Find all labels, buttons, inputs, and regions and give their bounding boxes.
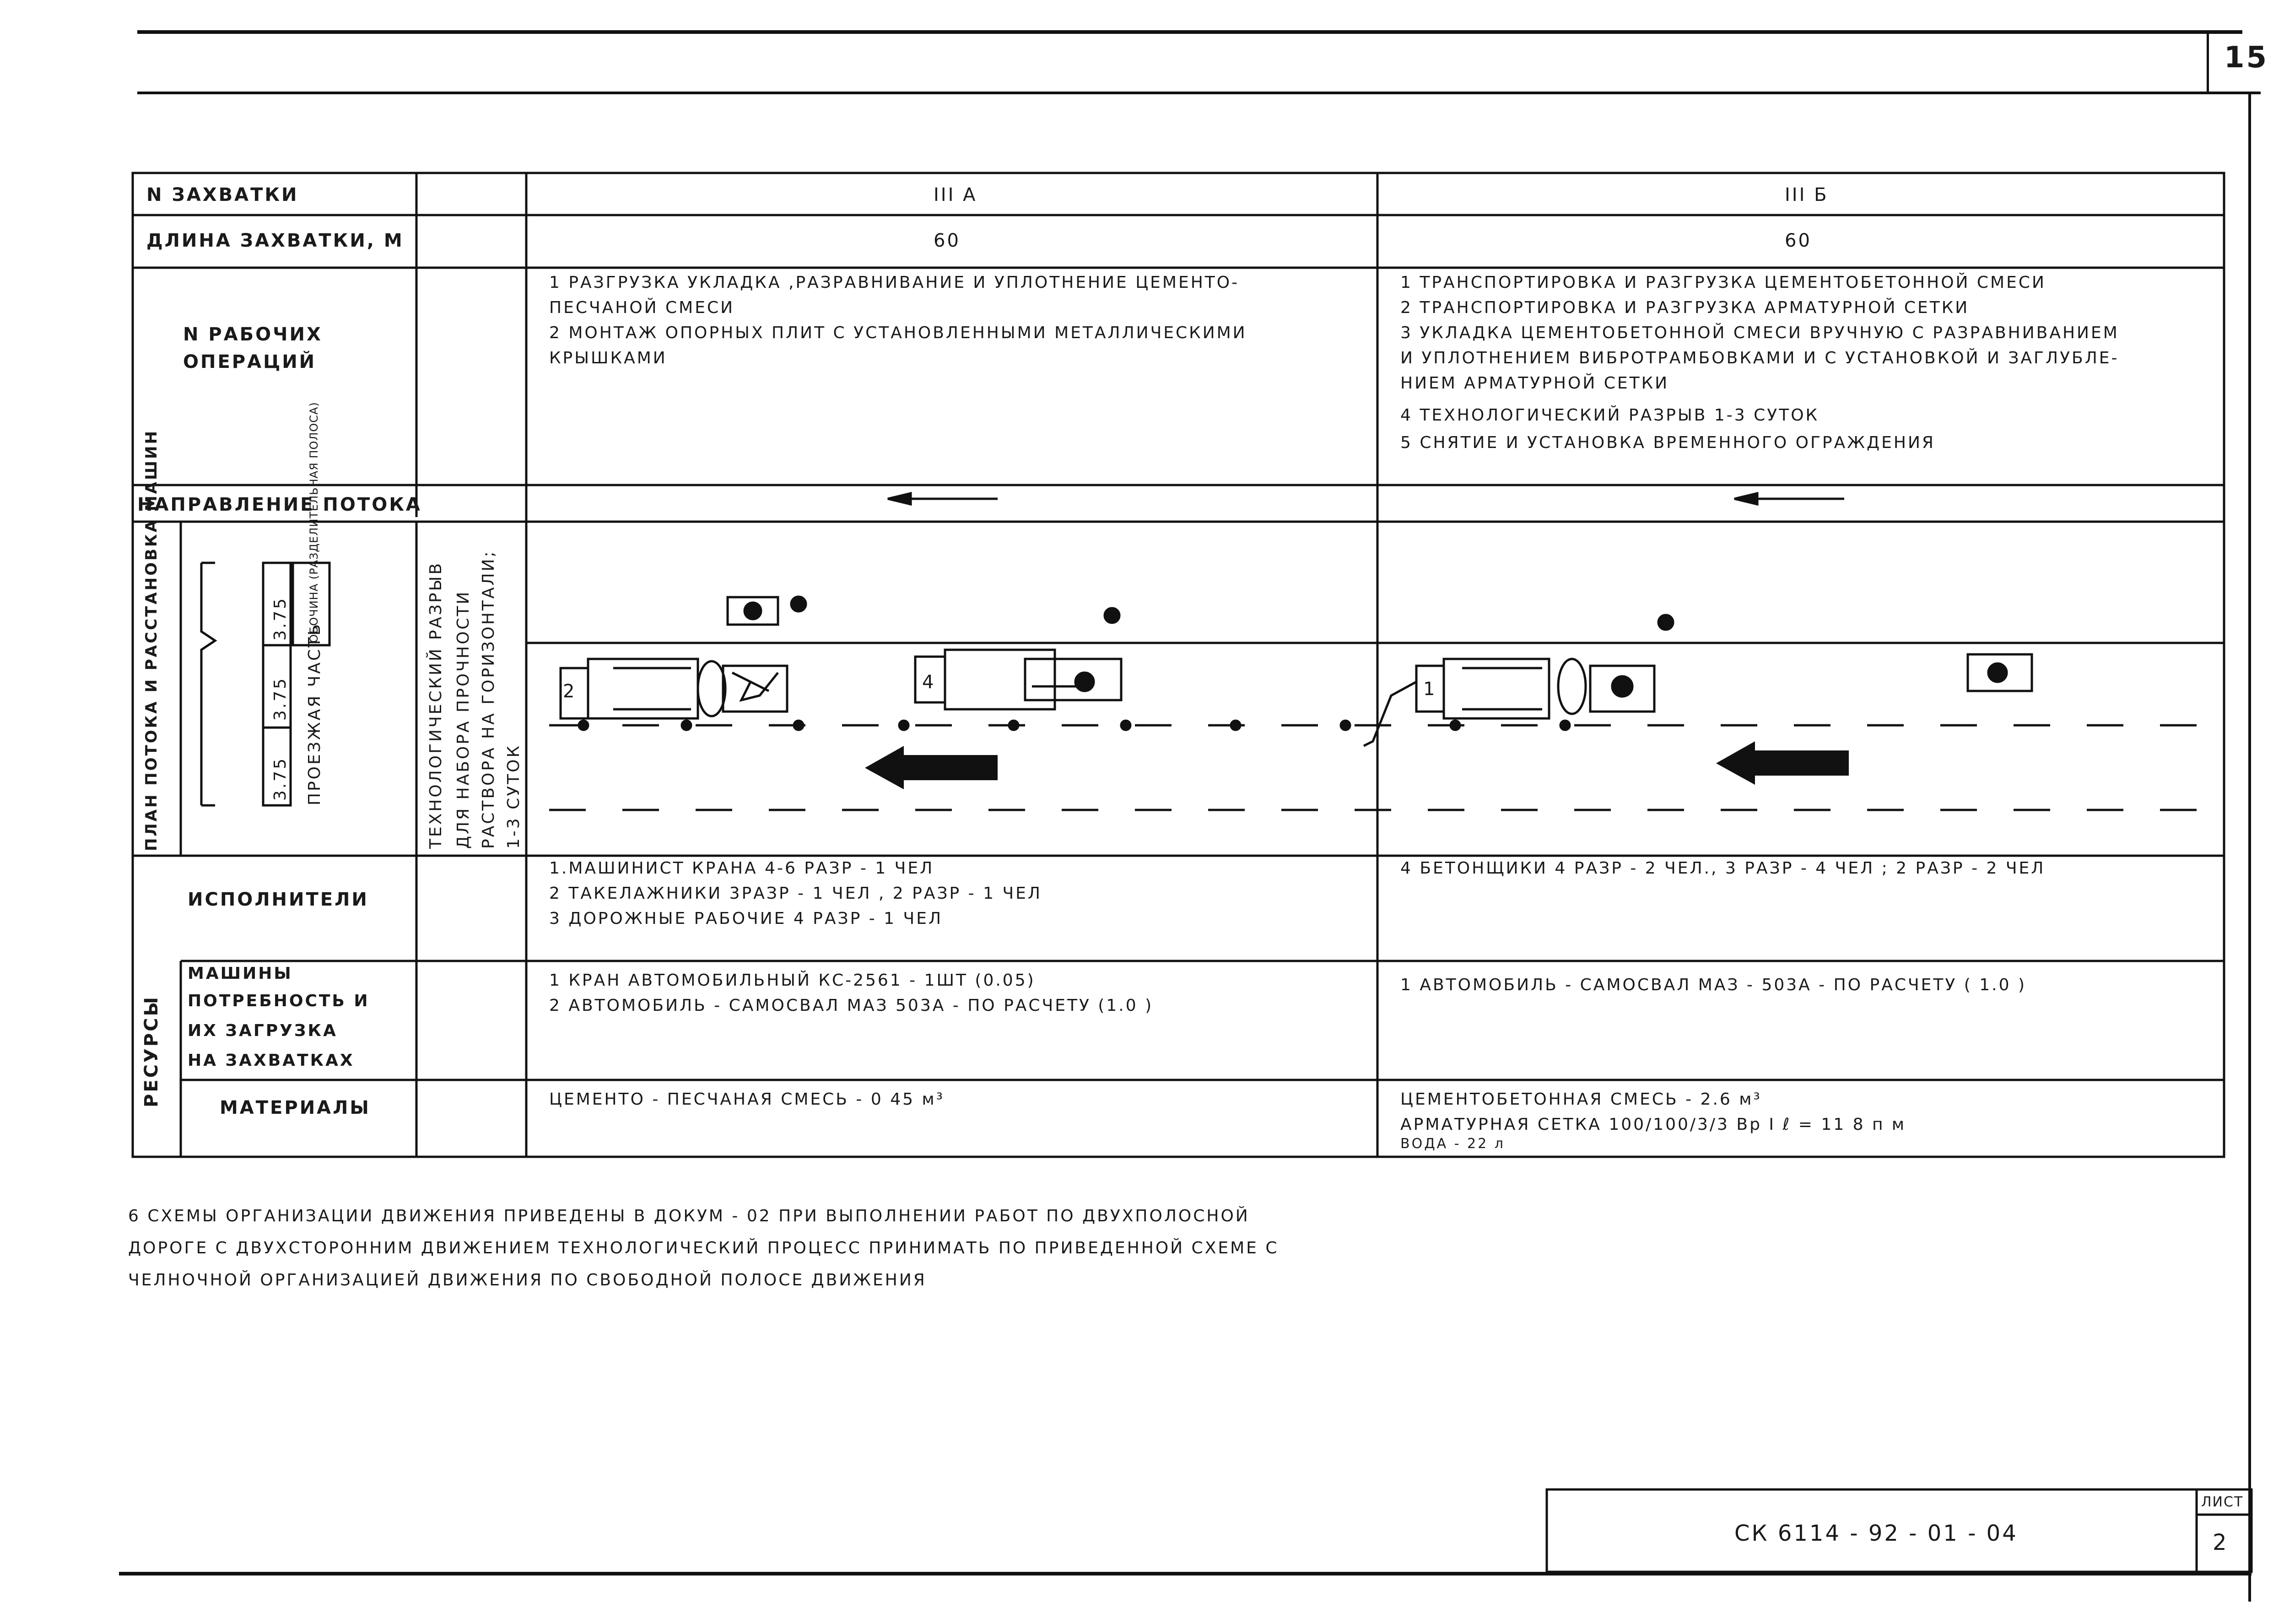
stamp-code: СК 6114 - 92 - 01 - 04: [1734, 1521, 2018, 1546]
machines-label-2: ПОТРЕБНОСТЬ И: [188, 992, 370, 1010]
zahvatka-col2: III Б: [1785, 184, 1829, 205]
road-label: ПРОЕЗЖАЯ ЧАСТЬ: [305, 622, 324, 805]
machine-number-1: 1: [1423, 679, 1437, 700]
length-col1: 60: [934, 230, 961, 251]
row-operations-label-2: ОПЕРАЦИЙ: [183, 351, 317, 372]
operations-col1-line-2: ПЕСЧАНОЙ СМЕСИ: [549, 298, 735, 317]
length-col2: 60: [1785, 230, 1812, 251]
dim-2: 3.75: [271, 676, 290, 721]
machines-label-1: МАШИНЫ: [188, 964, 293, 983]
machine-number-2: 2: [563, 681, 577, 702]
row-flow-label: НАПРАВЛЕНИЕ ПОТОКА: [137, 494, 422, 515]
operations-col1-line-1: 1 РАЗГРУЗКА УКЛАДКА ,РАЗРАВНИВАНИЕ И УПЛОТНЕНИЕ ЦЕМЕНТО-: [549, 273, 1240, 292]
operations-col2-line-7: 5 СНЯТИЕ И УСТАНОВКА ВРЕМЕННОГО ОГРАЖДЕНИЯ: [1400, 433, 1935, 452]
zahvatka-col1: III А: [934, 184, 977, 205]
materials-col1: ЦЕМЕНТО - ПЕСЧАНАЯ СМЕСЬ - 0 45 м³: [549, 1090, 945, 1109]
materials-col2-line-2: АРМАТУРНАЯ СЕТКА 100/100/3/3 Вр I ℓ = 11 8 п м: [1400, 1115, 1906, 1134]
tech-break-line-3: РАСТВОРА НА ГОРИЗОНТАЛИ;: [479, 550, 498, 849]
performers-col1-line-2: 2 ТАКЕЛАЖНИКИ 3РАЗР - 1 ЧЕЛ , 2 РАЗР - 1 ЧЕЛ: [549, 884, 1042, 903]
note-line-1: 6 СХЕМЫ ОРГАНИЗАЦИИ ДВИЖЕНИЯ ПРИВЕДЕНЫ В ДОКУМ - 02 ПРИ ВЫПОЛНЕНИИ РАБОТ ПО ДВУХПОЛОСНОЙ: [128, 1207, 1250, 1225]
materials-col2-line-1: ЦЕМЕНТОБЕТОННАЯ СМЕСЬ - 2.6 м³: [1400, 1090, 1762, 1109]
machines-col1-line-1: 1 КРАН АВТОМОБИЛЬНЫЙ КС-2561 - 1ШТ (0.05): [549, 971, 1036, 990]
performers-col2: 4 БЕТОНЩИКИ 4 РАЗР - 2 ЧЕЛ., 3 РАЗР - 4 ЧЕЛ ; 2 РАЗР - 2 ЧЕЛ: [1400, 859, 2046, 878]
operations-col2-line-2: 2 ТРАНСПОРТИРОВКА И РАЗГРУЗКА АРМАТУРНОЙ СЕТКИ: [1400, 298, 1970, 317]
machines-col1-line-2: 2 АВТОМОБИЛЬ - САМОСВАЛ МАЗ 503А - ПО РАСЧЕТУ (1.0 ): [549, 996, 1154, 1015]
machines-col2: 1 АВТОМОБИЛЬ - САМОСВАЛ МАЗ - 503А - ПО РАСЧЕТУ ( 1.0 ): [1400, 976, 2027, 994]
dim-1: 3.75: [271, 596, 290, 641]
sheet-number: 15: [2224, 41, 2269, 75]
performers-col1-line-1: 1.МАШИНИСТ КРАНА 4-6 РАЗР - 1 ЧЕЛ: [549, 859, 934, 878]
tech-break-line-1: ТЕХНОЛОГИЧЕСКИЙ РАЗРЫВ: [427, 561, 445, 849]
row-length-label: ДЛИНА ЗАХВАТКИ, М: [146, 230, 404, 251]
note-line-2: ДОРОГЕ С ДВУХСТОРОННИМ ДВИЖЕНИЕМ ТЕХНОЛОГИЧЕСКИЙ ПРОЦЕСС ПРИНИМАТЬ ПО ПРИВЕДЕННОЙ СХЕМЕ С: [128, 1239, 1279, 1257]
stamp-sheet-label: ЛИСТ: [2201, 1494, 2244, 1510]
operations-col2-line-5: НИЕМ АРМАТУРНОЙ СЕТКИ: [1400, 374, 1669, 393]
operations-col2-line-3: 3 УКЛАДКА ЦЕМЕНТОБЕТОННОЙ СМЕСИ ВРУЧНУЮ С РАЗРАВНИВАНИЕМ: [1400, 324, 2119, 342]
machines-label-4: НА ЗАХВАТКАХ: [188, 1051, 355, 1070]
operations-col2-line-6: 4 ТЕХНОЛОГИЧЕСКИЙ РАЗРЫВ 1-3 СУТОК: [1400, 406, 1820, 425]
operations-col1-line-3: 2 МОНТАЖ ОПОРНЫХ ПЛИТ С УСТАНОВЛЕННЫМИ МЕТАЛЛИЧЕСКИМИ: [549, 324, 1247, 342]
shoulder-label: ОБОЧИНА (РАЗДЕЛИТЕЛЬНАЯ ПОЛОСА): [308, 402, 320, 643]
stamp-sheet-value: 2: [2213, 1530, 2229, 1555]
materials-label: МАТЕРИАЛЫ: [220, 1097, 371, 1118]
tech-break-line-2: ДЛЯ НАБОРА ПРОЧНОСТИ: [454, 590, 473, 849]
performers-col1-line-3: 3 ДОРОЖНЫЕ РАБОЧИЕ 4 РАЗР - 1 ЧЕЛ: [549, 909, 943, 928]
row-performers-label: ИСПОЛНИТЕЛИ: [188, 889, 369, 910]
machine-number-4: 4: [922, 672, 936, 693]
dim-3: 3.75: [271, 756, 290, 801]
operations-col1-line-4: КРЫШКАМИ: [549, 349, 667, 367]
tech-break-line-4: 1-3 СУТОК: [504, 744, 523, 849]
operations-col2-line-4: И УПЛОТНЕНИЕМ ВИБРОТРАМБОВКАМИ И С УСТАНОВКОЙ И ЗАГЛУБЛЕ-: [1400, 349, 2119, 367]
row-plan-label: ПЛАН ПОТОКА И РАССТАНОВКА МАШИН: [142, 429, 161, 851]
operations-col2-line-1: 1 ТРАНСПОРТИРОВКА И РАЗГРУЗКА ЦЕМЕНТОБЕТОННОЙ СМЕСИ: [1400, 273, 2046, 292]
materials-col2-line-3: ВОДА - 22 л: [1400, 1136, 1505, 1152]
note-line-3: ЧЕЛНОЧНОЙ ОРГАНИЗАЦИЕЙ ДВИЖЕНИЯ ПО СВОБОДНОЙ ПОЛОСЕ ДВИЖЕНИЯ: [128, 1271, 927, 1289]
row-operations-label-1: N РАБОЧИХ: [183, 324, 323, 345]
machines-label-3: ИХ ЗАГРУЗКА: [188, 1021, 338, 1040]
resources-label: РЕСУРСЫ: [141, 995, 162, 1107]
row-zahvatka-label: N ЗАХВАТКИ: [146, 184, 299, 205]
